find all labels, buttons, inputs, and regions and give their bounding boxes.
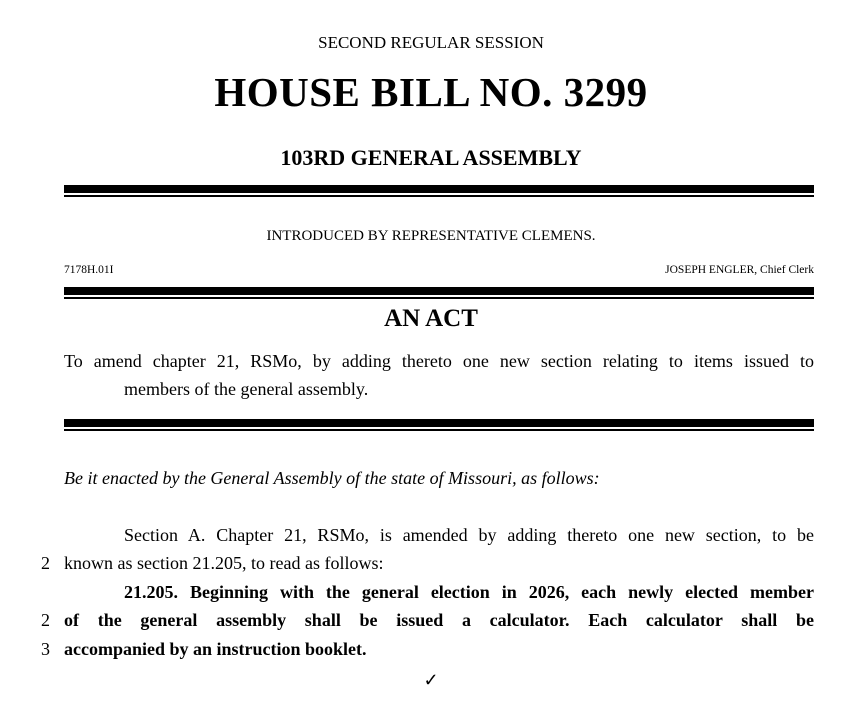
double-rule-thin (64, 195, 814, 197)
double-rule-thick (64, 185, 814, 193)
double-rule-thin (64, 429, 814, 431)
section-a-line-1: Section A. Chapter 21, RSMo, is amended by adding thereto one new section, to be (124, 525, 814, 545)
double-rule-thick (64, 287, 814, 295)
general-assembly: 103RD GENERAL ASSEMBLY (280, 145, 582, 170)
act-heading: AN ACT (384, 305, 478, 332)
section-21-205-line-2: of the general assembly shall be issued a calculator. Each calculator shall be (64, 610, 814, 630)
enacting-clause: Be it enacted by the General Assembly of the state of Missouri, as follows: (64, 468, 600, 488)
double-rule-thin (64, 297, 814, 299)
section-21-205-line-1: 21.205. Beginning with the general election in 2026, each newly elected member (124, 582, 814, 602)
document-code: 7178H.01I (64, 264, 114, 276)
session-label: SECOND REGULAR SESSION (318, 33, 544, 52)
double-rule-thick (64, 419, 814, 427)
line-number: 3 (41, 639, 50, 659)
end-checkmark-icon: ✓ (423, 670, 439, 690)
section-a-line-2: known as section 21.205, to read as follows: (64, 553, 384, 573)
act-title-line-1: To amend chapter 21, RSMo, by adding thereto one new section relating to items issued to (64, 351, 814, 371)
bill-number: HOUSE BILL NO. 3299 (214, 69, 648, 115)
line-number: 2 (41, 610, 50, 630)
chief-clerk: JOSEPH ENGLER, Chief Clerk (665, 264, 814, 276)
line-number: 2 (41, 553, 50, 573)
introduced-by: INTRODUCED BY REPRESENTATIVE CLEMENS. (266, 228, 596, 244)
section-21-205-line-3: accompanied by an instruction booklet. (64, 639, 367, 659)
act-title-line-2: members of the general assembly. (124, 379, 369, 399)
